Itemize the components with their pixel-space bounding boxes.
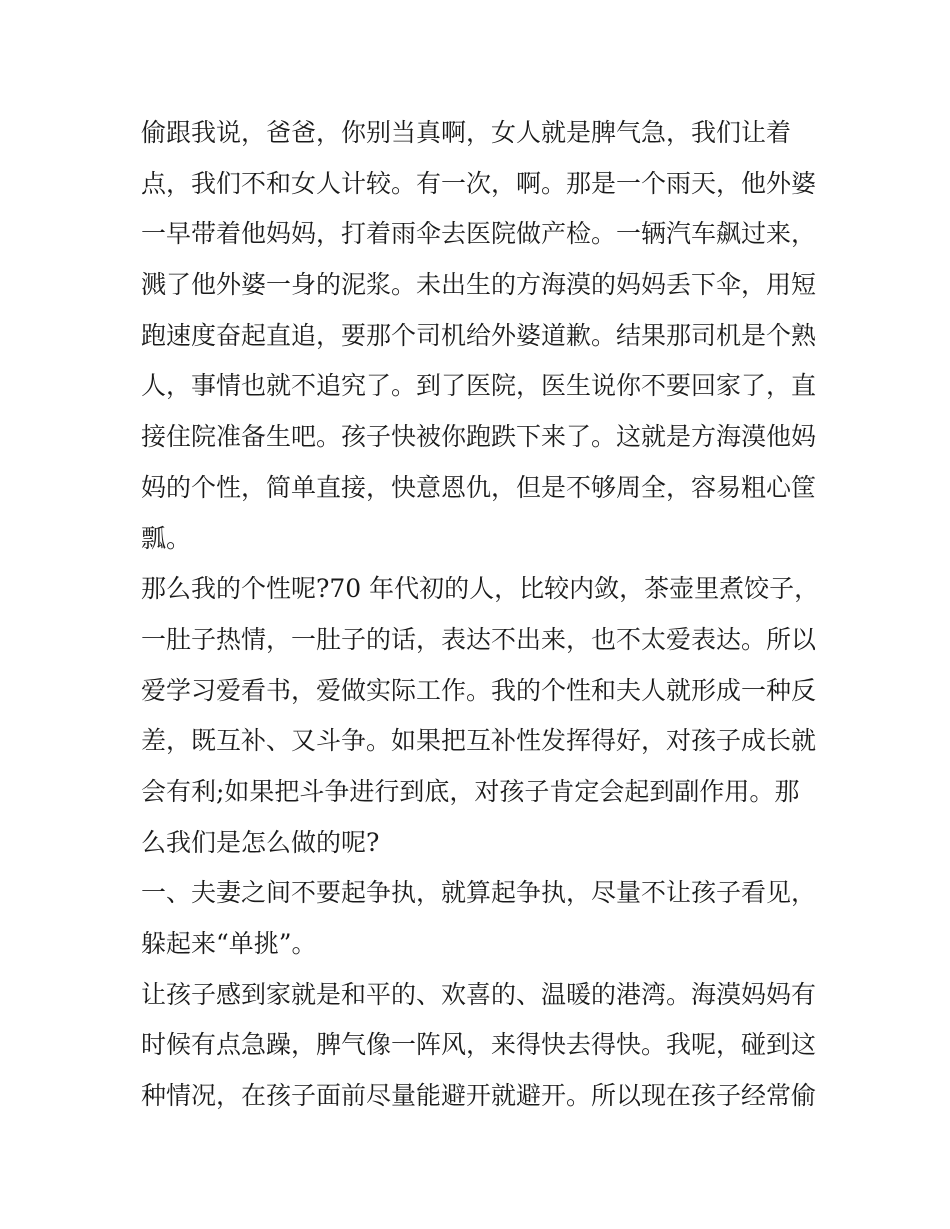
text-line: 偷跟我说，爸爸，你别当真啊，女人就是脾气急，我们让着 bbox=[141, 118, 792, 147]
text-line: 么我们是怎么做的呢? bbox=[141, 827, 380, 857]
text-line: 妈的个性，简单直接，快意恩仇，但是不够周全，容易粗心筐 bbox=[141, 472, 817, 502]
text-line: 一肚子热情，一肚子的话，表达不出来，也不太爱表达。所以 bbox=[141, 624, 817, 654]
text-line: 人，事情也就不追究了。到了医院，医生说你不要回家了，直 bbox=[141, 371, 817, 401]
text-line: 会有利;如果把斗争进行到底，对孩子肯定会起到副作用。那 bbox=[141, 776, 800, 806]
text-line: 溅了他外婆一身的泥浆。未出生的方海漠的妈妈丢下伞，用短 bbox=[141, 270, 817, 300]
text-line: 差，既互补、又斗争。如果把互补性发挥得好，对孩子成长就 bbox=[141, 726, 817, 756]
text-line: 接住院准备生吧。孩子快被你跑跌下来了。这就是方海漠他妈 bbox=[141, 422, 817, 452]
text-line: 一、夫妻之间不要起争执，就算起争执，尽量不让孩子看见， bbox=[141, 878, 817, 908]
text-line: 爱学习爱看书，爱做实际工作。我的个性和夫人就形成一种反 bbox=[141, 675, 817, 705]
text-line: 点，我们不和女人计较。有一次，啊。那是一个雨天，他外婆 bbox=[141, 168, 817, 198]
text-line: 瓢。 bbox=[141, 523, 192, 553]
text-line: 让孩子感到家就是和平的、欢喜的、温暖的港湾。海漠妈妈有 bbox=[141, 979, 817, 1009]
text-line: 那么我的个性呢?70 年代初的人，比较内敛，茶壶里煮饺子， bbox=[141, 574, 820, 604]
text-line: 一早带着他妈妈，打着雨伞去医院做产检。一辆汽车飙过来， bbox=[141, 219, 817, 249]
text-line: 种情况，在孩子面前尽量能避开就避开。所以现在孩子经常偷 bbox=[141, 1081, 817, 1111]
body-text bbox=[141, 108, 821, 1122]
text-line: 躲起来“单挑”。 bbox=[141, 929, 317, 958]
text-line: 跑速度奋起直追，要那个司机给外婆道歉。结果那司机是个熟 bbox=[141, 320, 817, 350]
text-line: 时候有点急躁，脾气像一阵风，来得快去得快。我呢，碰到这 bbox=[141, 1030, 817, 1060]
